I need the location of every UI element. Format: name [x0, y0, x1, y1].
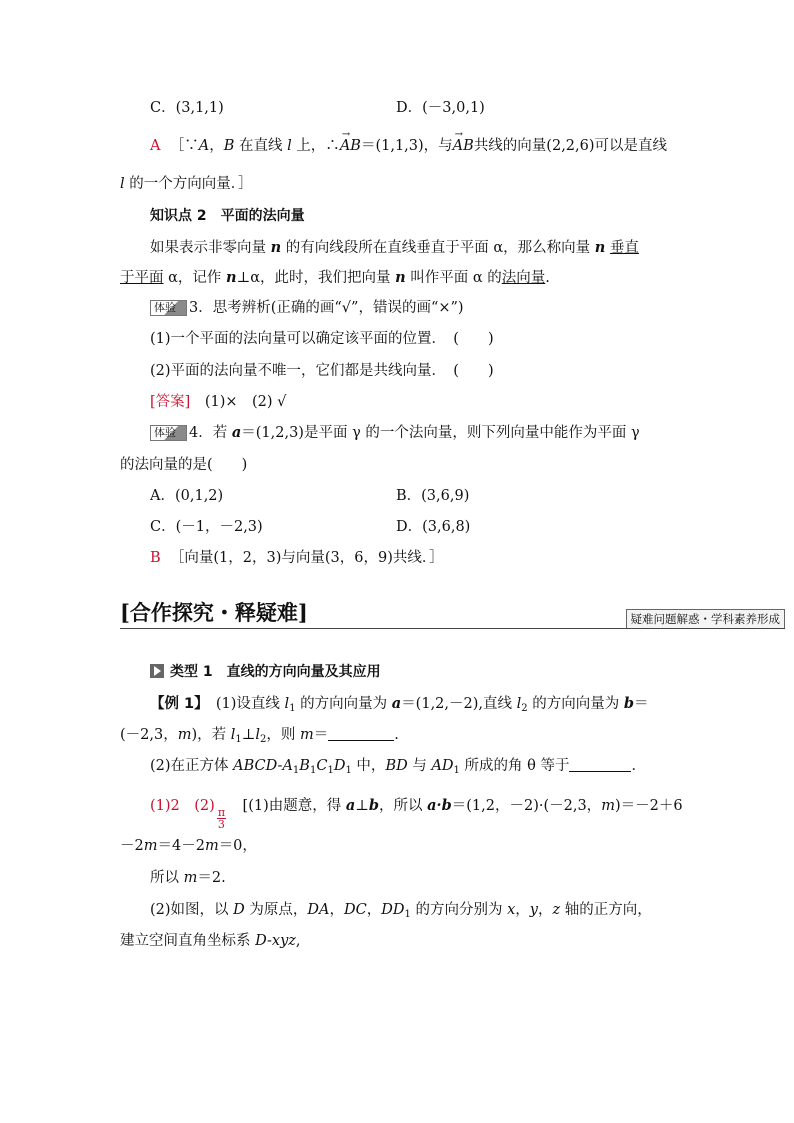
text: DA [307, 902, 330, 918]
text: －2 [120, 838, 144, 854]
answer-label: [答案] [150, 394, 191, 410]
text: a [391, 695, 402, 712]
text: m [143, 838, 158, 854]
text: ABCD-A [233, 758, 293, 774]
text: ［向量(1，2，3)与向量(3，6，9)共线．］ [169, 550, 444, 566]
exercise-3-answer [150, 392, 286, 412]
text: AD [431, 758, 454, 774]
text: ＝(1,2,－2),直线 [401, 696, 517, 712]
text: n [270, 239, 282, 256]
text: m [300, 727, 314, 743]
text: l [255, 727, 261, 743]
exercise-4-answer [150, 548, 444, 568]
exercise-4-stem [150, 423, 640, 443]
text: BD [385, 758, 408, 774]
text: a [345, 797, 356, 814]
text: ＝4－2 [157, 838, 205, 854]
exercise-3-statement-2: (2)平面的法向量不唯一，它们都是共线向量． ( ) [150, 363, 494, 379]
text: l [516, 696, 522, 712]
example-1-part1-line2 [120, 725, 399, 750]
text: ［∵ [169, 138, 199, 154]
text: (1)设直线 [201, 696, 285, 712]
text: (1)× (2) √ [190, 394, 287, 410]
text: ， [209, 138, 224, 154]
vector-ab: → AB [340, 136, 361, 156]
q2-answer-line1 [150, 136, 667, 156]
solution-line5 [120, 931, 301, 951]
answer-letter: A [150, 138, 161, 154]
text: ＝ [634, 696, 649, 712]
text: 1 [292, 765, 300, 776]
text: 的一个方向向量．］ [124, 176, 253, 192]
text: 的方向向量为 [295, 696, 392, 712]
text: n [594, 239, 606, 256]
text: n [226, 269, 237, 286]
example-label: 【例 1】 [150, 696, 202, 712]
text: C [316, 758, 328, 774]
text: 为原点， [244, 902, 308, 918]
q2-answer-line2 [120, 174, 253, 194]
type-heading [150, 662, 381, 682]
answer-blank [328, 726, 394, 741]
solution-line3 [150, 868, 226, 888]
text: ， [329, 902, 345, 918]
text: ＝2. [197, 870, 226, 886]
text: 共线的向量(2,2,6)可以是直线 [473, 138, 668, 154]
option-a: A．(0,1,2) [150, 488, 224, 504]
text: 轴的正方向， [560, 902, 652, 918]
text: ， [538, 902, 553, 918]
text: a·b [427, 797, 452, 814]
text: [(1)由题意，得 [228, 798, 346, 814]
fraction-denominator: 3 [217, 818, 225, 831]
solution-line4 [150, 900, 652, 925]
text: m [204, 838, 219, 854]
text: ＝(1,1,3)，与 [360, 138, 453, 154]
text: 所以 [150, 870, 184, 886]
text: 在直线 [234, 138, 288, 154]
text: 1 [345, 765, 352, 776]
answer-text: (1)2 (2) [150, 798, 215, 814]
text: 2 [521, 703, 528, 714]
text: 中， [351, 758, 386, 774]
text: ⊥ [355, 798, 369, 814]
text: DC [344, 902, 367, 918]
exercise-badge: 体验 [150, 300, 187, 316]
option-c: C．(－1，－2,3) [150, 519, 263, 535]
option-d: D．(3,6,8) [396, 519, 471, 535]
section-title: [合作探究・释疑难] [120, 600, 308, 625]
definition-line1 [150, 238, 639, 258]
play-triangle-icon [150, 664, 164, 678]
text: 的有向线段所在直线垂直于平面 α，那么称向量 [281, 240, 595, 256]
text: ＝0， [218, 838, 257, 854]
option-c: C．(3,1,1) [150, 100, 224, 116]
text: 4．若 [189, 425, 232, 441]
text: 1 [327, 765, 334, 776]
option-d: D．(－3,0,1) [396, 100, 485, 116]
exercise-3-statement-1: (1)一个平面的法向量可以确定该平面的位置． ( ) [150, 331, 494, 347]
text: α，记作 [163, 270, 227, 286]
section-tag: 疑难问题解惑・学科素养形成 [626, 609, 786, 629]
text: x [507, 902, 516, 918]
fraction-pi-over-3 [217, 807, 226, 830]
text: D [233, 902, 245, 918]
vector-ab: → AB [453, 136, 474, 156]
text: (2)如图，以 [150, 902, 234, 918]
exercise-badge: 体验 [150, 425, 187, 441]
text: a [231, 424, 242, 441]
text: 如果表示非零向量 [150, 240, 271, 256]
text: 上，∴ [291, 138, 340, 154]
text: ⊥ [241, 727, 256, 743]
fraction-numerator: π [217, 806, 226, 819]
text: ． [631, 758, 646, 774]
underlined-term: 于平面 [120, 270, 164, 286]
text: 3．思考辨析(正确的画“√”，错误的画“×”) [189, 300, 464, 316]
text: 1 [404, 909, 411, 920]
definition-line2 [120, 268, 550, 288]
text: m [183, 870, 198, 886]
text: 建立空间直角坐标系 [120, 933, 256, 949]
text: 2 [260, 734, 267, 745]
solution-line1 [150, 796, 683, 830]
text: l [120, 176, 125, 192]
exercise-4-stem-line2: 的法向量的是( ) [120, 457, 248, 473]
text: 1 [235, 734, 242, 745]
text: D-xyz [255, 933, 296, 949]
text: A [198, 138, 210, 154]
text: 叫作平面 α 的 [405, 270, 502, 286]
text: ， [515, 902, 530, 918]
text: m [601, 798, 615, 814]
text: )＝－2＋6 [614, 798, 683, 814]
text: (2)在正方体 [150, 758, 234, 774]
text: . [394, 727, 399, 743]
text: B [223, 138, 235, 154]
text: b [368, 797, 380, 814]
example-1-part2 [150, 756, 646, 781]
answer-letter: B [150, 550, 161, 566]
text: 类型 1 直线的方向向量及其应用 [170, 664, 381, 680]
text: D [333, 758, 346, 774]
option-b: B．(3,6,9) [396, 488, 470, 504]
text: )，若 [191, 727, 231, 743]
text: ，所以 [379, 798, 428, 814]
underlined-term: 垂直 [609, 240, 639, 256]
solution-line2 [120, 836, 257, 856]
text: 的方向向量为 [527, 696, 624, 712]
text: 1 [289, 703, 296, 714]
text: l [284, 696, 290, 712]
text: 与 [407, 758, 432, 774]
text: ＝(1,2，－2)·(－2,3， [451, 798, 602, 814]
text: l [287, 138, 292, 154]
text: m [177, 727, 192, 743]
text: 1 [453, 765, 460, 776]
text: DD [381, 902, 405, 918]
text: ＝ [313, 727, 329, 743]
section-divider [120, 628, 785, 629]
text: 的方向分别为 [410, 902, 508, 918]
text: B [299, 758, 310, 774]
text: (－2,3， [120, 727, 178, 743]
text: y [529, 902, 538, 918]
text: , [295, 933, 301, 949]
knowledge-point-title: 知识点 2 平面的法向量 [150, 208, 305, 224]
text: ，则 [266, 727, 301, 743]
text: b [623, 695, 634, 712]
text: ， [366, 902, 382, 918]
answer-blank [569, 757, 631, 772]
exercise-3-stem [150, 298, 464, 318]
text: 所成的角 θ 等于 [459, 758, 570, 774]
text: z [552, 902, 561, 918]
underlined-term: 法向量 [501, 270, 546, 286]
text: . [545, 270, 550, 286]
example-1-part1 [150, 694, 649, 719]
text: n [395, 269, 406, 286]
text: 1 [309, 765, 317, 776]
text: ＝(1,2,3)是平面 γ 的一个法向量，则下列向量中能作为平面 γ [241, 425, 640, 441]
text: ⊥α，此时，我们把向量 [236, 270, 396, 286]
text: l [230, 727, 236, 743]
